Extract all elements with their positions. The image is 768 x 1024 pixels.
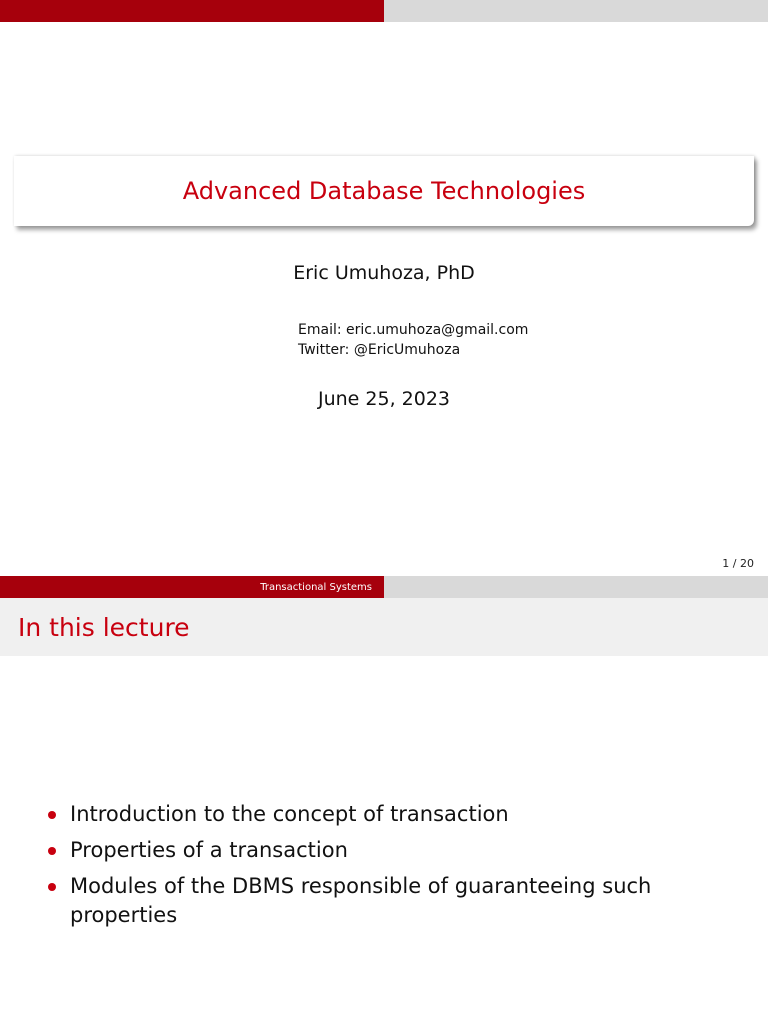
frame-title-band <box>0 598 768 656</box>
section-bar-right <box>384 576 768 598</box>
author-name: Eric Umuhoza, PhD <box>293 262 475 284</box>
twitter-line: Twitter: @EricUmuhoza <box>298 342 461 358</box>
bullet-item: Modules of the DBMS responsible of guaranteeing such properties <box>48 872 688 930</box>
section-bar-left <box>0 576 384 598</box>
outline-slide <box>0 576 768 1024</box>
header-bar-left <box>0 0 384 22</box>
header-bar-right <box>384 0 768 22</box>
page-number: 1 / 20 <box>722 557 754 570</box>
bullet-item: Properties of a transaction <box>48 836 688 865</box>
frame-title: In this lecture <box>18 612 190 642</box>
presentation-date: June 25, 2023 <box>317 388 451 410</box>
contact-info <box>298 320 528 360</box>
bullet-list <box>48 800 688 937</box>
presentation-title: Advanced Database Technologies <box>182 177 586 205</box>
header-bar <box>0 0 768 22</box>
email-line: Email: eric.umuhoza@gmail.com <box>298 322 529 338</box>
bullet-item: Introduction to the concept of transaction <box>48 800 688 829</box>
title-box <box>14 156 754 226</box>
section-bar <box>0 576 768 598</box>
section-label: Transactional Systems <box>260 581 372 593</box>
